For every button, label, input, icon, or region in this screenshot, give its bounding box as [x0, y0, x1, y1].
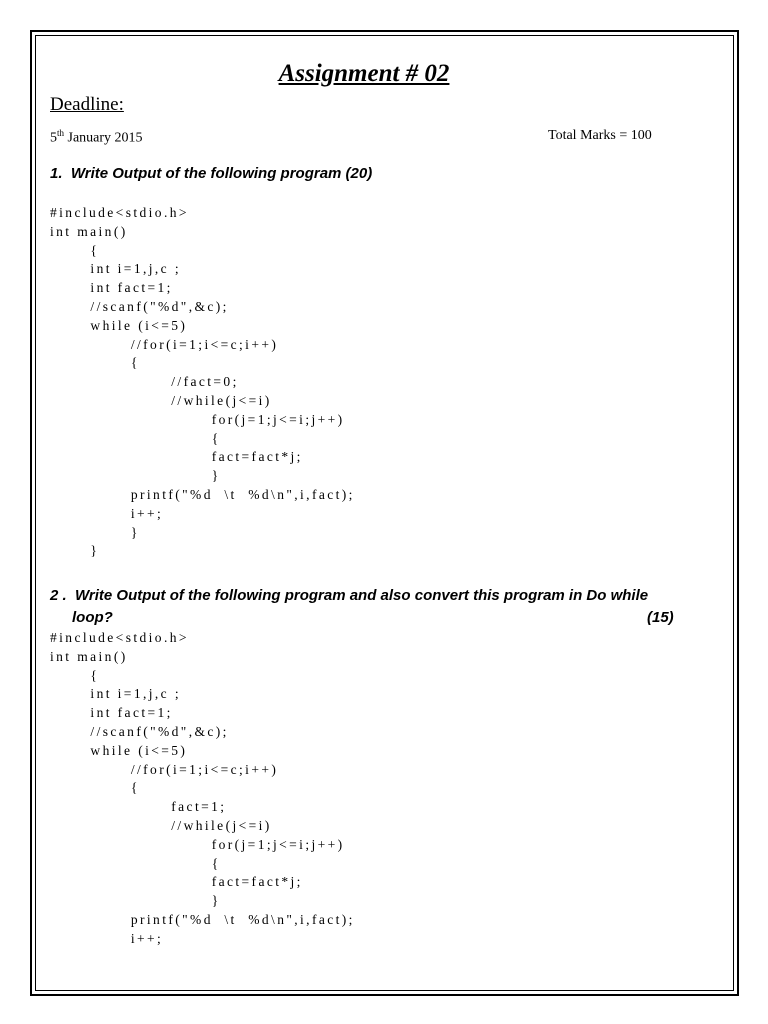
- date-suffix: th: [57, 128, 65, 138]
- question-1-text: 1. Write Output of the following program (20): [50, 165, 373, 182]
- deadline-label: Deadline:: [50, 94, 124, 115]
- date-rest: January 2015: [64, 130, 143, 146]
- question-2-text-line2: loop?: [72, 609, 113, 626]
- date-day: 5: [50, 130, 57, 146]
- total-marks: Total Marks = 100: [548, 128, 652, 143]
- question-2-marks: (15): [647, 609, 674, 626]
- question-2-code: #include<stdio.h> int main() { int i=1,j,c ; int fact=1; //scanf("%d",&c); while (i<=5) //for(i=1;i<=c;i++) { fact=1; //while(j<=i) for(j=1;j<=i;j++) { fact=fact*j; } printf("%d \t %d\n",i,fact); i++;: [50, 630, 355, 946]
- question-2-text-line1: 2 . Write Output of the following program and also convert this program in Do while: [50, 587, 649, 604]
- assignment-title: Assignment # 02: [278, 60, 450, 87]
- deadline-date: [50, 128, 143, 147]
- question-1-code: #include<stdio.h> int main() { int i=1,j,c ; int fact=1; //scanf("%d",&c); while (i<=5) //for(i=1;i<=c;i++) { //fact=0; //while(j<=i) for(j=1;j<=i;j++) { fact=fact*j; } printf("%d \t %d\n",i,fact); i++; } }: [50, 205, 355, 559]
